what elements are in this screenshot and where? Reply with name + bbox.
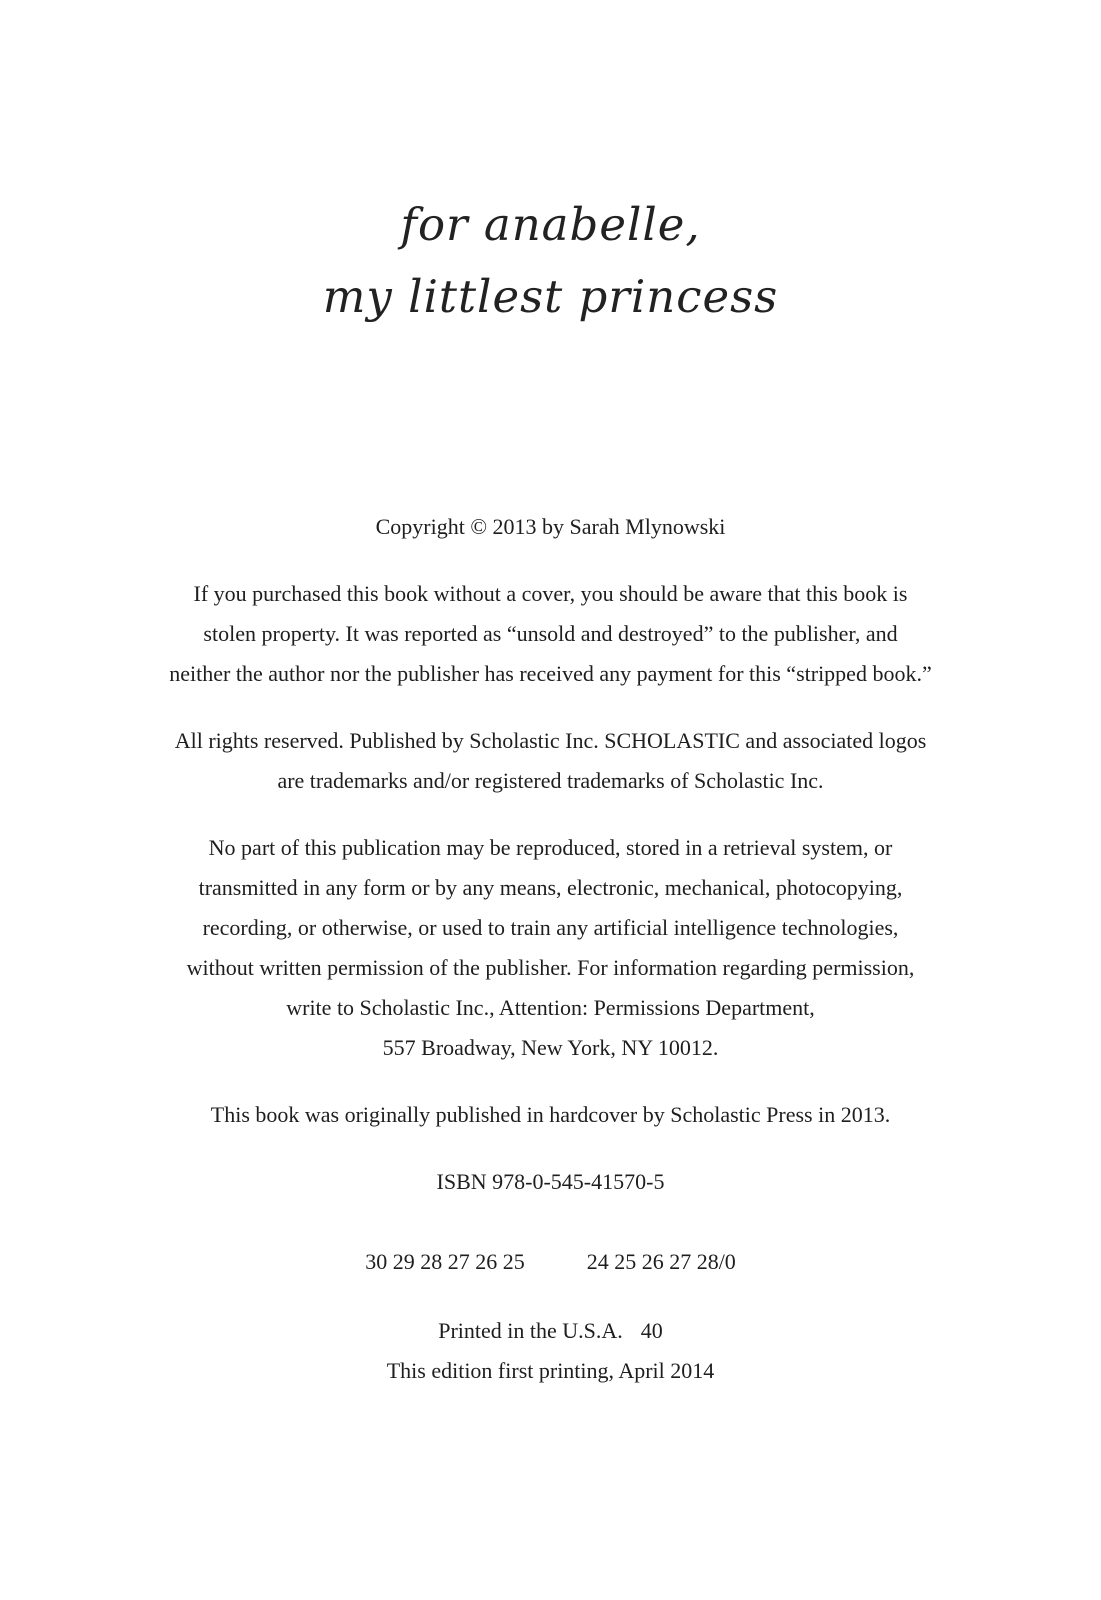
edition-note: This edition first printing, April 2014 [386, 1358, 715, 1383]
stripped-notice-line-3: neither the author nor the publisher has received any payment for this “stripped book.” [169, 661, 932, 686]
reproduction-line-2: transmitted in any form or by any means, electronic, mechanical, photocopying, [198, 875, 903, 900]
reproduction-line-6: 557 Broadway, New York, NY 10012. [382, 1035, 719, 1060]
printing-numbers-right: 24 25 26 27 28/0 [586, 1249, 736, 1274]
printed-in-text: Printed in the U.S.A. [438, 1318, 623, 1343]
dedication-line-1: for anabelle, [400, 198, 701, 251]
printing-numbers [0, 1247, 1101, 1277]
rights-line-2: are trademarks and/or registered trademarks of Scholastic Inc. [277, 768, 824, 793]
reproduction-line-5: write to Scholastic Inc., Attention: Permissions Department, [286, 995, 815, 1020]
stripped-notice-line-2: stolen property. It was reported as “unsold and destroyed” to the publisher, and [203, 621, 898, 646]
reproduction-line-4: without written permission of the publisher. For information regarding permission, [186, 955, 915, 980]
printer-code: 40 [640, 1318, 663, 1343]
original-publication-note: This book was originally published in hardcover by Scholastic Press in 2013. [210, 1102, 891, 1127]
dedication-line-2: my littlest princess [322, 270, 779, 323]
copyright-notice: Copyright © 2013 by Sarah Mlynowski [375, 514, 726, 539]
stripped-notice-line-1: If you purchased this book without a cover, you should be aware that this book is [193, 581, 908, 606]
reproduction-line-3: recording, or otherwise, or used to train any artificial intelligence technologies, [202, 915, 899, 940]
printing-numbers-left: 30 29 28 27 26 25 [365, 1249, 525, 1274]
rights-line-1: All rights reserved. Published by Scholastic Inc. SCHOLASTIC and associated logos [174, 728, 927, 753]
isbn: ISBN 978-0-545-41570-5 [436, 1169, 665, 1194]
printed-in [0, 1316, 1101, 1346]
reproduction-line-1: No part of this publication may be reproduced, stored in a retrieval system, or [208, 835, 893, 860]
